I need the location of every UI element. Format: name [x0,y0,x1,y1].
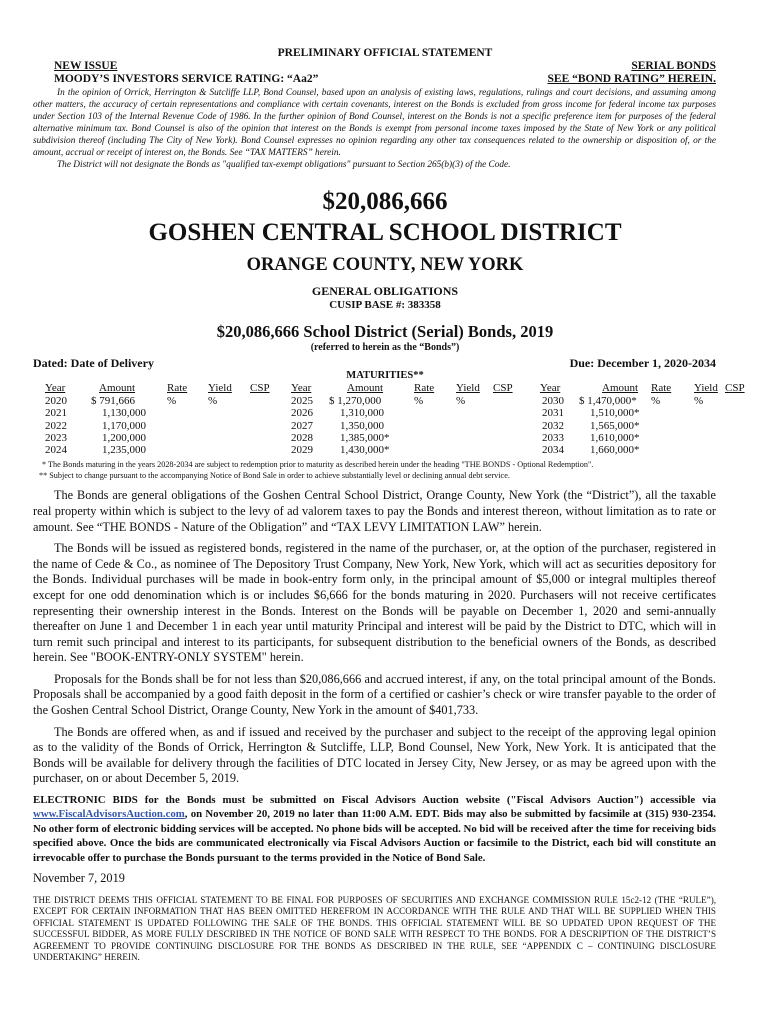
table-cell: % [694,394,704,407]
yield-column [694,382,718,407]
column-header-csp: CSP [493,382,513,395]
document-page [33,47,745,964]
year-column [291,382,313,456]
table-cell: 2027 [291,419,313,432]
csp-column [250,382,270,394]
county-name: ORANGE COUNTY, NEW YORK [246,255,524,276]
see-bond-rating-label: SEE “BOND RATING” HEREIN. [547,73,716,85]
table-cell: 1,170,000 [102,419,146,432]
maturity-footnotes [33,460,716,481]
rating-label: MOODY’S INVESTORS SERVICE RATING: “Aa2” [54,73,319,85]
header-row-2 [54,73,716,86]
table-cell: 2025 [291,394,313,407]
table-cell: 2026 [291,407,313,420]
auction-website-link[interactable]: www.FiscalAdvisorsAuction.com [33,808,185,821]
column-header-amount: Amount [602,382,639,395]
table-cell: 2032 [542,419,564,432]
statement-date: November 7, 2019 [33,871,125,886]
column-header-rate: Rate [414,382,435,395]
year-column [540,382,564,456]
yield-column [456,382,480,407]
table-cell: 2024 [45,444,67,457]
electronic-bids-details: , on November 20, 2019 no later than 11:00 A.M. EDT. Bids may also be submitted by facsimile at (315) 930-2354. No other form of electronic bidding services will be accepted. No phone bids will be accepted. No bid will be received after the time for receiving bids specified above. Once the bids are communicated electronically via Fiscal Advisors Auction or facsimile to the District, each bid will constitute an irrevocable offer to purchase the Bonds pursuant to the terms provided in the Notice of Bond Sale. [33,808,716,864]
issuer-name: GOSHEN CENTRAL SCHOOL DISTRICT [148,219,622,247]
table-cell: 2034 [542,444,564,457]
column-header-amount: Amount [347,382,384,395]
table-cell: 2021 [45,407,67,420]
table-cell: % [167,394,177,407]
year-column [45,382,67,456]
table-cell: 2028 [291,431,313,444]
column-header-year: Year [540,382,561,395]
yield-column [208,382,232,407]
column-header-rate: Rate [167,382,188,395]
table-cell: 2020 [45,394,67,407]
table-cell: % [414,394,424,407]
table-cell: % [456,394,466,407]
table-cell: 1,350,000 [340,419,384,432]
column-header-yield: Yield [694,382,718,395]
table-cell: 1,610,000* [590,431,640,444]
rule-15c2-12-notice: THE DISTRICT DEEMS THIS OFFICIAL STATEMENT TO BE FINAL FOR PURPOSES OF SECURITIES AND EXCHANGE COMMISSION RULE 15c2-12 (THE “RULE”), EXCEPT FOR CERTAIN INFORMATION THAT HAS BEEN OMITTED HEREFROM IN ACCORDANCE WITH THE RULE AND THAT WILL BE SUPPLIED WHEN THIS OFFICIAL STATEMENT IS UPDATED FOLLOWING THE SALE OF THE BONDS. THIS OFFICIAL STATEMENT WILL BE SO UPDATED UPON REQUEST OF THE SUCCESSFUL BIDDER, AS MORE FULLY DESCRIBED IN THE NOTICE OF BOND SALE WITH RESPECT TO THE BONDS. FOR A DESCRIPTION OF THE DISTRICT’S AGREEMENT TO PROVIDE CONTINUING DISCLOSURE FOR THE BONDS AS DESCRIBED IN THE RULE, SEE “APPENDIX C – CONTINUING DISCLOSURE UNDERTAKING” HEREIN. [33,895,716,963]
table-cell: $ 1,270,000 [329,394,382,407]
table-cell: 1,130,000 [102,407,146,420]
table-cell: 2030 [542,394,564,407]
dated-label: Dated: Date of Delivery [33,356,154,371]
bond-series-title: $20,086,666 School District (Serial) Bonds, 2019 [216,322,554,342]
obligation-type: GENERAL OBLIGATIONS [311,284,459,299]
column-header-rate: Rate [651,382,672,395]
body-paragraph: Proposals for the Bonds shall be for not less than $20,086,666 and accrued interest, if any, on the total principal amount of the Bonds. Proposals shall be accompanied by a good faith deposit in the form of a certified or cashier’s check or wire transfer payable to the order of the Goshen Central School District, Orange County, New York in the amount of $401,733. [33,671,716,718]
table-cell: % [208,394,218,407]
table-cell: 1,510,000* [590,407,640,420]
table-cell: 1,660,000* [590,444,640,457]
table-cell: $ 1,470,000* [579,394,637,407]
tax-opinion-paragraph: In the opinion of Orrick, Herrington & Sutcliffe LLP, Bond Counsel, based upon an analysis of existing laws, regulations, rulings and court decisions, and assuming among other matters, the accuracy of certain representations and compliance with certain covenants, interest on the Bonds is excluded from gross income for federal income tax purposes under Section 103 of the Internal Revenue Code of 1986. In the further opinion of Bond Counsel, interest on the Bonds is not a specific preference item for purposes of the federal alternative minimum tax. Bond Counsel is also of the opinion that interest on the Bonds is exempt from personal income taxes imposed by the State of New York or any political subdivision thereof (including The City of New York). Bond Counsel expresses no opinion regarding any other tax consequences related to the ownership or disposition of, or the amount, accrual or receipt of interest on, the Bonds. See “TAX MATTERS” herein. [33,88,716,158]
csp-column [725,382,745,394]
due-label: Due: December 1, 2020-2034 [569,356,716,371]
redemption-footnote: * The Bonds maturing in the years 2028-2034 are subject to redemption prior to maturity as described herein under the heading "THE BONDS - Optional Redemption". [42,460,594,470]
table-cell: $ 791,666 [91,394,135,407]
qualified-designation-paragraph: The District will not designate the Bonds as "qualified tax-exempt obligations" pursuant to Section 265(b)(3) of the Code. [57,160,511,171]
rate-column [414,382,434,407]
column-header-year: Year [291,382,312,395]
table-cell: 2033 [542,431,564,444]
table-cell: 2022 [45,419,67,432]
table-cell: 1,385,000* [340,431,390,444]
column-header-csp: CSP [725,382,745,395]
maturities-heading: MATURITIES** [346,370,424,382]
new-issue-label: NEW ISSUE [54,60,118,72]
dates-row [33,356,716,370]
issue-amount: $20,086,666 [322,188,448,216]
serial-bonds-label: SERIAL BONDS [631,60,716,72]
body-paragraph: The Bonds are offered when, as and if issued and received by the purchaser and subject to the receipt of the approving legal opinion as to the validity of the Bonds of Orrick, Herrington & Sutcliffe, LLP, Bond Counsel, New York, New York. It is anticipated that the Bonds will be available for delivery through the facilities of DTC located in Jersey City, New Jersey, or as may be agreed upon with the purchaser, on or about December 5, 2019. [33,724,716,786]
column-header-yield: Yield [208,382,232,395]
column-header-year: Year [45,382,66,395]
document-header-title: PRELIMINARY OFFICIAL STATEMENT [277,47,493,59]
csp-column [493,382,513,394]
body-paragraph: The Bonds will be issued as registered bonds, registered in the name of the purchaser, or, at the option of the purchaser, registered in the name of Cede & Co., as nominee of The Depository Trust Company, New York, New York, which will act as securities depository for the Bonds. Individual purchases will be made in book-entry form only, in the principal amount of $5,000 or integral multiples thereof except for one odd denomination which is or includes $6,666 for the bonds maturing in 2020. Purchasers will not receive certificates representing their ownership interest in the Bonds. Interest on the Bonds will be payable on December 1, 2020 and semi-annually thereafter on June 1 and December 1 in each year until maturity Principal and interest will be paid by the District to DTC, which will in turn remit such principal and interest to its participants, for subsequent distribution to the beneficial owners of the Bonds, as described herein. See "BOOK-ENTRY-ONLY SYSTEM" herein. [33,541,716,665]
table-cell: 1,430,000* [340,444,390,457]
referred-note: (referred to herein as the “Bonds”) [310,342,460,354]
cusip-base: CUSIP BASE #: 383358 [329,299,441,312]
table-cell: 1,310,000 [340,407,384,420]
table-cell: % [651,394,661,407]
column-header-amount: Amount [99,382,136,395]
table-cell: 2023 [45,431,67,444]
tax-opinion [33,88,716,172]
amount-column [91,382,146,456]
table-cell: 1,200,000 [102,431,146,444]
table-cell: 1,565,000* [590,419,640,432]
body-text [33,488,716,787]
body-paragraph: The Bonds are general obligations of the Goshen Central School District, Orange County, New York (the “District”), all the taxable real property within which is subject to the levy of ad valorem taxes to pay the Bonds and interest thereon, without limitation as to rate or amount. See “THE BONDS - Nature of the Obligation” and “TAX LEVY LIMITATION LAW” herein. [33,488,716,534]
maturities-table [33,382,753,457]
column-header-yield: Yield [456,382,480,395]
table-cell: 2029 [291,444,313,457]
electronic-bids-paragraph [33,793,716,865]
column-header-csp: CSP [250,382,270,395]
rate-column [651,382,671,407]
rate-column [167,382,187,407]
amount-column [579,382,640,456]
amount-column [329,382,390,456]
table-cell: 1,235,000 [102,444,146,457]
table-cell: 2031 [542,407,564,420]
subject-to-change-footnote: ** Subject to change pursuant to the accompanying Notice of Bond Sale in order to achieve substantially level or declining annual debt service. [39,470,510,480]
header-row-1 [54,60,716,73]
electronic-bids-intro: ELECTRONIC BIDS for the Bonds must be submitted on Fiscal Advisors Auction website ("Fiscal Advisors Auction") accessible via [33,794,716,807]
